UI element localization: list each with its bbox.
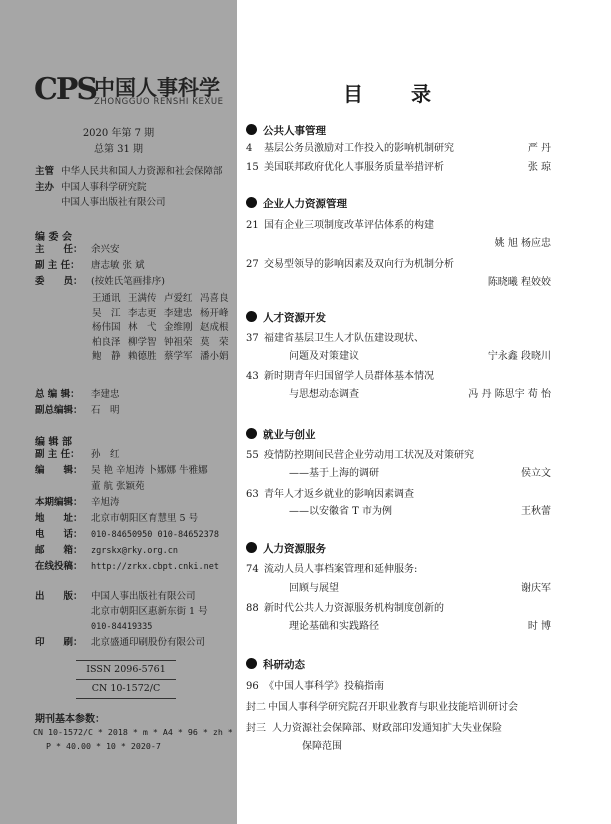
toc-entry[interactable] (246, 158, 444, 173)
params-line-1: CN 10-1572/C * 2018 * m * A4 * 96 * zh * (33, 727, 233, 737)
address-row (35, 512, 198, 526)
issn: ISSN 2096-5761 (76, 661, 176, 680)
email-label: 邮 箱： (35, 545, 83, 556)
sponsor: 中华人民共和国人力资源和社会保障部 (61, 166, 223, 177)
params-heading: 期刊基本参数： (35, 714, 105, 725)
host-2: 中国人事出版社有限公司 (61, 197, 166, 208)
article-author: 侯立文 (521, 468, 551, 479)
toc-entry[interactable] (246, 446, 474, 461)
article-title-line2: 保障范围 (302, 741, 342, 752)
member-name: 吴 江 (92, 307, 121, 319)
section-name: 企业人力资源管理 (263, 198, 347, 210)
section-heading (246, 657, 305, 672)
bullet-icon (246, 658, 257, 669)
article-title: 《中国人事科学》投稿指南 (264, 681, 384, 692)
sponsor-row (35, 165, 223, 179)
printer-row (35, 636, 205, 650)
bullet-icon (246, 197, 257, 208)
article-title: 中国人事科学研究院召开职业教育与职业技能培训研讨会 (268, 702, 518, 713)
journal-name-en: ZHONGGUO RENSHI KEXUE (94, 97, 224, 107)
address-label: 地 址： (35, 513, 83, 524)
article-title: 国有企业三项制度改革评估体系的构建 (264, 220, 434, 231)
article-author: 王秋蕾 (521, 506, 551, 517)
article-title: 福建省基层卫生人才队伍建设现状、 (264, 333, 424, 344)
publisher-phone: 010-84419335 (91, 622, 153, 632)
article-title: 人力资源社会保障部、财政部印发通知扩大失业保险 (272, 723, 502, 734)
member-name: 鲍 静 (92, 351, 121, 363)
member-name: 赖德胜 (128, 351, 157, 363)
section-heading (246, 123, 326, 138)
members-row (35, 275, 165, 289)
director: 余兴安 (91, 244, 120, 255)
member-name: 李志更 (128, 307, 157, 319)
member-name: 柏良泽 (92, 336, 121, 348)
issue-editor: 辛旭涛 (91, 497, 120, 508)
toc-entry[interactable] (246, 367, 434, 382)
logo-mark: CPS (34, 72, 97, 107)
publisher-1: 中国人事出版社有限公司 (91, 591, 196, 602)
article-title-line2: 与思想动态调查 (289, 389, 359, 400)
page-number: 21 (246, 220, 259, 231)
article-author: 谢庆军 (521, 583, 551, 594)
member-name: 金维刚 (164, 322, 193, 334)
section-name: 科研动态 (263, 659, 305, 671)
journal-name-cn: 中国人事科学 (94, 76, 220, 100)
article-title-line2: 理论基础和实践路径 (289, 621, 379, 632)
publisher-3 (91, 620, 152, 634)
article-title: 流动人员人事档案管理和延伸服务: (264, 564, 418, 575)
page-number: 37 (246, 333, 259, 344)
toc-entry[interactable] (246, 677, 384, 692)
members-label: 委 员： (35, 276, 83, 287)
page-number: 43 (246, 371, 259, 382)
article-title: 新时期青年归国留学人员群体基本情况 (264, 371, 434, 382)
host-label: 主办 (35, 182, 55, 193)
toc-entry[interactable] (246, 255, 454, 270)
online-label: 在线投稿： (35, 561, 83, 572)
article-title: 青年人才返乡就业的影响因素调查 (264, 489, 414, 500)
section-name: 人才资源开发 (263, 312, 326, 324)
email: zgrskx@rky.org.cn (91, 546, 178, 556)
member-name: 赵成根 (200, 322, 229, 334)
members-row-3 (92, 321, 236, 336)
dept-head-label: 副 主 任： (35, 449, 80, 460)
article-author: 冯 丹 陈思宇 荀 怡 (468, 389, 551, 400)
page-number: 63 (246, 489, 259, 500)
member-name: 冯喜良 (200, 293, 229, 304)
cn-number: CN 10-1572/C (91, 683, 161, 694)
article-title-line2: ——基于上海的调研 (289, 468, 379, 479)
article-author: 严 丹 (527, 143, 551, 154)
online-submission: http://zrkx.cbpt.cnki.net (91, 562, 219, 572)
article-title-line2: ——以安徽省 T 市为例 (289, 506, 393, 517)
director-label: 主 任： (35, 244, 83, 255)
member-name: 王通讯 (92, 293, 121, 304)
toc-entry[interactable] (246, 485, 414, 500)
member-name: 王满传 (128, 293, 157, 304)
article-author: 陈晓曦 程姣姣 (487, 277, 551, 288)
phone: 010-84650950 010-84652378 (91, 530, 219, 540)
toc-entry[interactable] (246, 139, 454, 154)
members-row-5 (92, 350, 236, 365)
article-title-line2: 问题及对策建议 (289, 351, 359, 362)
publisher-2: 北京市朝阳区惠新东街 1 号 (91, 606, 208, 617)
member-name: 杨伟国 (92, 322, 121, 334)
article-title: 新时代公共人力资源服务机构制度创新的 (264, 603, 444, 614)
section-heading (246, 427, 316, 442)
member-name: 林 弋 (128, 322, 157, 334)
article-title: 基层公务员激励对工作投入的影响机制研究 (264, 143, 454, 154)
dept-heading: 编 辑 部 (35, 437, 72, 448)
phone-row (35, 528, 219, 542)
phone-label: 电 话： (35, 529, 83, 540)
chief-editor: 李建忠 (91, 389, 120, 400)
article-title: 美国联邦政府优化人事服务质量举措评析 (264, 162, 444, 173)
publisher-row (35, 590, 196, 604)
members-row-2 (92, 307, 236, 322)
section-heading (246, 196, 347, 211)
editors-row (35, 464, 208, 478)
issn-box (76, 660, 176, 699)
toc-entry[interactable] (246, 216, 434, 231)
page-number: 88 (246, 603, 259, 614)
toc-entry[interactable] (246, 329, 424, 344)
host-row (35, 181, 147, 195)
member-name: 李建忠 (164, 307, 193, 319)
address: 北京市朝阳区育慧里 5 号 (91, 513, 199, 524)
vice-director: 唐志敏 张 斌 (91, 260, 145, 271)
page-number: 74 (246, 564, 259, 575)
editors-2: 董 航 张颖苑 (91, 481, 145, 492)
section-heading (246, 541, 326, 556)
page-number: 55 (246, 450, 259, 461)
online-row (35, 560, 219, 574)
member-name: 潘小娟 (200, 351, 229, 363)
issue-editor-label: 本期编辑： (35, 497, 83, 508)
article-title: 疫情防控期间民营企业劳动用工状况及对策研究 (264, 450, 474, 461)
director-row (35, 243, 120, 257)
printer-label: 印 刷： (35, 637, 83, 648)
params-line-2: P * 40.00 * 10 * 2020-7 (46, 741, 161, 751)
article-author: 宁永鑫 段晓川 (487, 351, 551, 362)
toc-entry[interactable] (246, 599, 444, 614)
members-note: (按姓氏笔画排序) (91, 276, 165, 287)
page-number: 96 (246, 681, 259, 692)
article-author: 时 博 (527, 621, 551, 632)
toc-title: 目录 (343, 82, 479, 106)
publisher-label: 出 版： (35, 591, 83, 602)
issue-number: 2020 年第 7 期 (82, 128, 155, 139)
member-name: 钟祖荣 (164, 336, 193, 348)
journal-logo (34, 72, 234, 110)
member-name: 卢爱红 (164, 293, 193, 304)
deputy-chief-row (35, 404, 120, 418)
editors-label: 编 辑： (35, 465, 83, 476)
member-name: 柳学智 (128, 336, 157, 348)
printer: 北京盛通印刷股份有限公司 (91, 637, 206, 648)
article-title-line2: 回顾与展望 (289, 583, 339, 594)
article-author: 张 琼 (527, 162, 551, 173)
page-number: 4 (246, 143, 253, 154)
member-name: 莫 荣 (200, 336, 229, 348)
member-name: 杨开峰 (200, 307, 229, 319)
page-number: 封二 (246, 702, 266, 713)
toc-entry[interactable] (246, 698, 518, 713)
deputy-chief-label: 副总编辑： (35, 405, 83, 416)
bullet-icon (246, 542, 257, 553)
deputy-chief: 石 明 (91, 405, 120, 416)
vice-director-row (35, 259, 145, 273)
article-author: 姚 旭 杨应忠 (494, 238, 551, 249)
dept-head: 孙 红 (91, 449, 120, 460)
section-heading (246, 310, 326, 325)
bullet-icon (246, 311, 257, 322)
members-row-4 (92, 336, 236, 351)
chief-editor-row (35, 388, 120, 402)
host-1: 中国人事科学研究院 (61, 182, 147, 193)
member-name: 蔡学军 (164, 351, 193, 363)
toc-entry[interactable] (246, 719, 502, 734)
total-issue: 总第 31 期 (93, 144, 144, 155)
committee-heading: 编 委 会 (35, 232, 72, 243)
page-number: 封三 (246, 723, 266, 734)
bullet-icon (246, 124, 257, 135)
page-number: 27 (246, 259, 259, 270)
page-number: 15 (246, 162, 259, 173)
section-name: 人力资源服务 (263, 543, 326, 555)
article-title: 交易型领导的影响因素及双向行为机制分析 (264, 259, 454, 270)
issue-editor-row (35, 496, 120, 510)
sponsor-label: 主管 (35, 166, 55, 177)
bullet-icon (246, 428, 257, 439)
editors-1: 吴 艳 辛旭涛 卜娜娜 牛雅娜 (91, 465, 208, 476)
dept-head-row (35, 448, 120, 462)
section-name: 就业与创业 (263, 429, 316, 441)
vice-director-label: 副 主 任： (35, 260, 80, 271)
members-list (92, 292, 236, 365)
email-row (35, 544, 178, 558)
section-name: 公共人事管理 (263, 125, 326, 137)
members-row-1 (92, 292, 236, 307)
chief-editor-label: 总 编 辑： (35, 389, 80, 400)
toc-entry[interactable] (246, 560, 417, 575)
